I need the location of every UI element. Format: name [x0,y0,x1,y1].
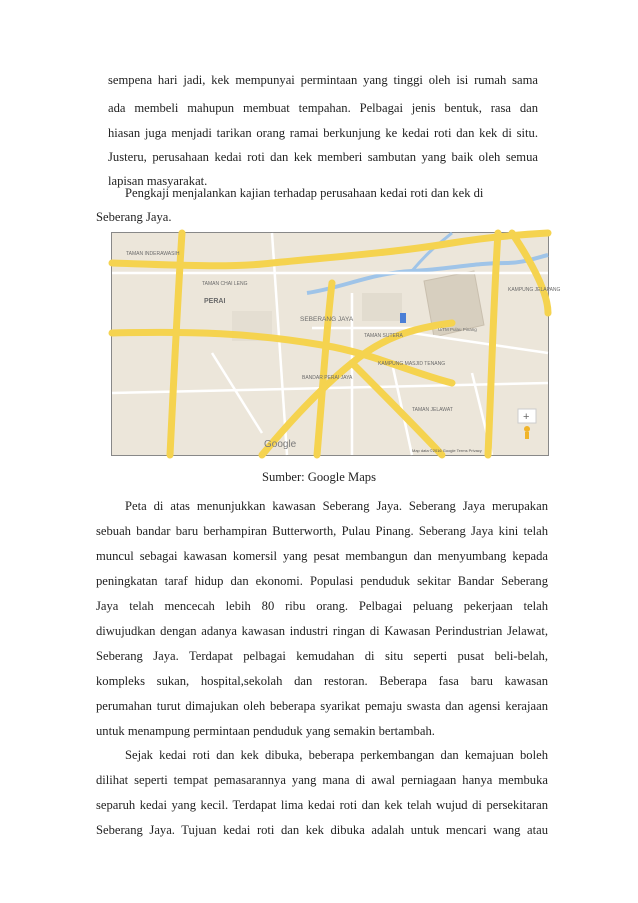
google-map[interactable] [111,232,561,456]
map-canvas [112,233,561,455]
paragraph-line: perumahan turut dimajukan oleh beberapa syarikat pemaju swasta dan agensi kerajaan [96,699,548,713]
map-label: SEBERANG JAYA [300,316,354,323]
paragraph-line: sebuah bandar baru berhampiran Butterworth, Pulau Pinang. Seberang Jaya kini telah [96,524,548,538]
paragraph-line: Peta di atas menunjukkan kawasan Seberang Jaya. Seberang Jaya merupakan [125,499,548,513]
paragraph-line: sempena hari jadi, kek mempunyai permintaan yang tinggi oleh isi rumah sama [108,73,538,87]
map-label: BANDAR PERAI JAYA [302,375,353,381]
paragraph-line: Justeru, perusahaan kedai roti dan kek memberi sambutan yang baik oleh semua [108,150,538,164]
map-label: TAMAN INDERAWASIH [126,251,180,257]
paragraph-line: untuk menampung permintaan penduduk yang semakin bertambah. [96,724,435,738]
map-label: TAMAN CHAI LENG [202,281,248,287]
paragraph-line: Seberang Jaya. [96,210,172,224]
svg-text:+: + [523,411,530,423]
map-label: TAMAN SUTERA [364,333,403,339]
google-logo: Google [264,439,297,450]
map-label: KAMPUNG MASJID TENANG [378,361,446,367]
map-attribution: Map data ©2016 Google Terms Privacy [412,448,482,453]
paragraph-line: peningkatan taraf hidup dan ekonomi. Populasi penduduk sekitar Bandar Seberang [96,574,548,588]
paragraph-line: Seberang Jaya. Tujuan kedai roti dan kek dibuka adalah untuk mencari wang atau [96,823,548,837]
map-label: KAMPUNG JELAPANG [508,287,561,293]
paragraph-line: muncul sebagai kawasan komersil yang pesat membangun dan menyumbang kepada [96,549,548,563]
water-pond [400,313,406,323]
paragraph-line: diwujudkan dengan adanya kawasan industri ringan di Kawasan Perindustrian Jelawat, [96,624,548,638]
paragraph-line: Seberang Jaya. Terdapat pelbagai kemudahan di situ seperti pusat beli-belah, [96,649,548,663]
paragraph-line: ada membeli mahupun membuat tempahan. Pelbagai jenis bentuk, rasa dan [108,101,538,115]
paragraph-line: Pengkaji menjalankan kajian terhadap perusahaan kedai roti dan kek di [125,186,484,200]
paragraph-line: hiasan juga menjadi tarikan orang ramai berkunjung ke kedai roti dan kek di situ. [108,126,538,140]
paragraph-line: separuh kedai yang kecil. Terdapat lima kedai roti dan kek telah wujud di persekitaran [96,798,548,812]
map-label: TAMAN JELAWAT [412,407,453,413]
paragraph-line: Sejak kedai roti dan kek dibuka, beberapa perkembangan dan kemajuan boleh [125,748,548,762]
paragraph-line: dilihat seperti tempat pemasarannya yang mana di awal perniagaan hanya membuka [96,773,548,787]
paragraph-line: lapisan masyarakat. [108,174,208,188]
map-label: UiTM Pulau Pinang [438,327,477,332]
figure-caption: Sumber: Google Maps [261,470,377,484]
zoom-in-icon [518,409,536,423]
paragraph-line: kompleks sukan, hospital,sekolah dan restoran. Beberapa fasa baru kawasan [96,674,548,688]
paragraph-line: Jaya telah mencecah lebih 80 ribu orang. Pelbagai peluang pekerjaan telah [96,599,548,613]
map-label: PERAI [204,298,226,305]
